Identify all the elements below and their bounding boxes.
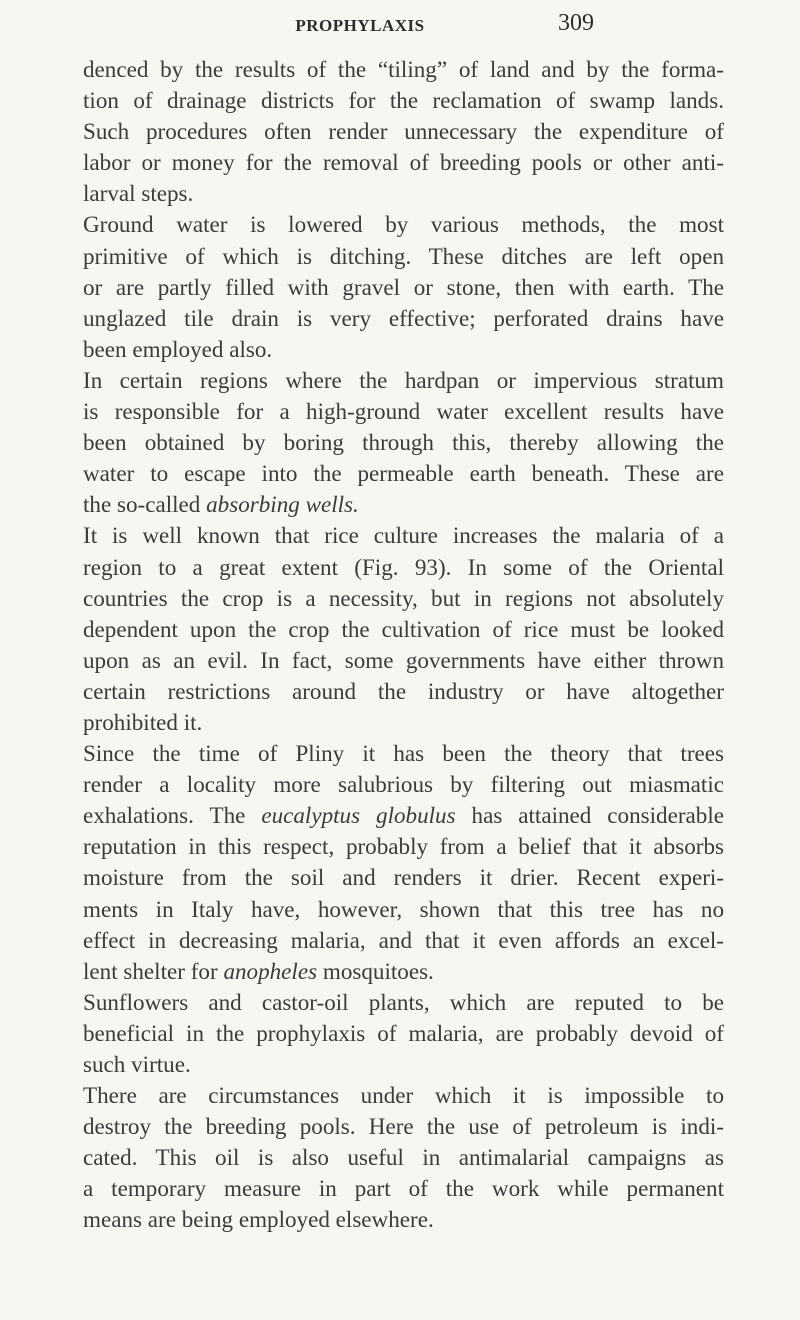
paragraph-drainage <box>83 54 724 209</box>
italic-term: eucalyptus globulus <box>261 802 456 829</box>
text-line: Such procedures often render unnecessary the expenditure of <box>83 118 724 145</box>
text-line: dependent upon the crop the cultivation of rice must be looked <box>83 615 724 642</box>
text-run: has attained considerable <box>455 802 724 829</box>
text-line: It is well known that rice culture increases the malaria of a <box>83 522 724 549</box>
text-line: beneficial in the prophylaxis of malaria, are probably devoid of <box>83 1019 724 1046</box>
text-line: Since the time of Pliny it has been the theory that trees <box>83 740 724 767</box>
paragraph-ground-water <box>83 209 724 364</box>
paragraph-sunflowers <box>83 987 724 1080</box>
running-head-title: PROPHYLAXIS <box>295 16 425 35</box>
text-line: denced by the results of the “tiling” of land and by the forma- <box>83 56 724 82</box>
text-line: unglazed tile drain is very effective; perforated drains have <box>83 304 724 331</box>
italic-term: absorbing wells. <box>206 491 359 518</box>
running-head <box>0 8 800 48</box>
text-line: In certain regions where the hardpan or impervious stratum <box>83 366 724 393</box>
paragraph-rice-culture <box>83 520 724 738</box>
text-line: been obtained by boring through this, thereby allowing the <box>83 429 724 456</box>
text-line: render a locality more salubrious by filtering out miasmatic <box>83 771 724 798</box>
text-line <box>83 800 724 831</box>
text-line: certain restrictions around the industry or have altogether <box>83 677 724 704</box>
text-line: destroy the breeding pools. Here the use of petroleum is indi- <box>83 1113 724 1140</box>
text-line: tion of drainage districts for the reclamation of swamp lands. <box>83 87 724 114</box>
text-run: the so-called <box>83 491 207 518</box>
text-line: prohibited it. <box>83 708 203 735</box>
text-line: region to a great extent (Fig. 93). In some of the Oriental <box>83 553 724 580</box>
text-run: exhalations. The <box>83 802 262 829</box>
text-run: mosquitoes. <box>317 957 434 984</box>
italic-term: anopheles <box>223 957 318 984</box>
text-line <box>83 956 724 987</box>
text-line: Sunflowers and castor-oil plants, which are reputed to be <box>83 988 724 1015</box>
text-line: countries the crop is a necessity, but in regions not absolutely <box>83 584 724 611</box>
text-line: a temporary measure in part of the work while permanent <box>83 1175 724 1202</box>
text-line: Ground water is lowered by various methods, the most <box>83 211 724 238</box>
text-line: cated. This oil is also useful in antimalarial campaigns as <box>83 1144 724 1171</box>
text-line: labor or money for the removal of breeding pools or other anti- <box>83 149 724 176</box>
text-line: water to escape into the permeable earth beneath. These are <box>83 460 724 487</box>
body-text <box>83 54 724 1236</box>
text-line: is responsible for a high-ground water excellent results have <box>83 398 724 425</box>
text-line: There are circumstances under which it is impossible to <box>83 1082 724 1109</box>
text-line: effect in decreasing malaria, and that it even affords an excel- <box>83 926 724 953</box>
text-line <box>83 489 724 520</box>
text-line: primitive of which is ditching. These ditches are left open <box>83 242 724 269</box>
text-line: been employed also. <box>83 335 273 362</box>
text-line: or are partly filled with gravel or stone, then with earth. The <box>83 273 724 300</box>
text-line: reputation in this respect, probably from a belief that it absorbs <box>83 833 724 860</box>
text-line: larval steps. <box>83 180 194 207</box>
paragraph-trees <box>83 738 724 987</box>
text-line: ments in Italy have, however, shown that this tree has no <box>83 895 724 922</box>
paragraph-absorbing-wells <box>83 365 724 520</box>
text-line: moisture from the soil and renders it drier. Recent experi- <box>83 864 724 891</box>
text-run: lent shelter for <box>83 957 224 984</box>
text-line: such virtue. <box>83 1051 191 1077</box>
paragraph-petroleum <box>83 1080 724 1235</box>
text-line: upon as an evil. In fact, some governments have either thrown <box>83 646 724 673</box>
text-line: means are being employed elsewhere. <box>83 1206 434 1233</box>
page-number: 309 <box>558 10 594 36</box>
